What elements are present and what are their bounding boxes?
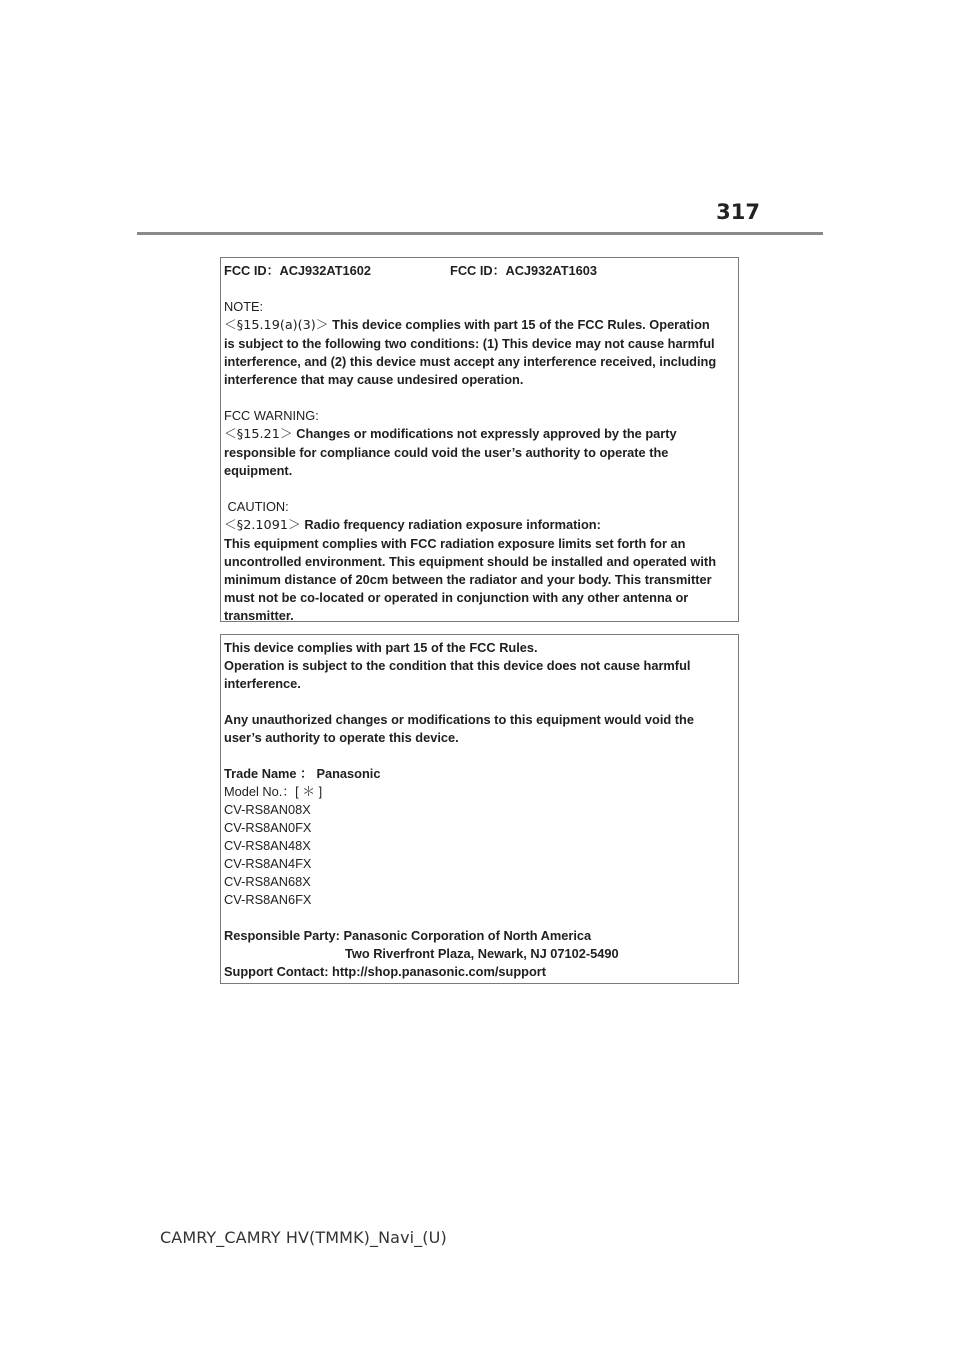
warning-ref: ＜§15.21＞ <box>224 427 293 442</box>
model-item: CV-RS8AN4FX <box>224 856 312 871</box>
fcc-id-row <box>224 262 738 280</box>
caution-ref: ＜§2.1091＞ <box>224 518 301 533</box>
model-number: Model No.：[ ＊ ] <box>224 784 323 799</box>
responsible-address: Two Riverfront Plaza, Newark, NJ 07102-5490 <box>345 946 619 961</box>
note-line-1 <box>224 316 738 335</box>
model-item: CV-RS8AN48X <box>224 838 311 853</box>
support-contact: Support Contact: http://shop.panasonic.com/support <box>224 964 547 979</box>
document-id-footer: CAMRY_CAMRY HV(TMMK)_Navi_(U) <box>160 1228 447 1247</box>
compliance-line-1: This device complies with part 15 of the FCC Rules. <box>224 640 538 655</box>
caution-text-1: Radio frequency radiation exposure information: <box>300 517 601 532</box>
warning-line-2: responsible for compliance could void the user’s authority to operate the <box>224 445 669 460</box>
compliance-line-3: interference. <box>224 676 301 691</box>
warning-heading: FCC WARNING: <box>224 408 319 423</box>
caution-line-2: This equipment complies with FCC radiation exposure limits set forth for an <box>224 536 686 551</box>
fcc-id-1: FCC ID：ACJ932AT1602 <box>224 263 371 278</box>
page-number: 317 <box>716 200 760 224</box>
warning-text-1: Changes or modifications not expressly approved by the party <box>292 426 677 441</box>
fcc-id-2: FCC ID：ACJ932AT1603 <box>450 263 597 278</box>
note-ref: ＜§15.19(a)(3)＞ <box>224 318 329 333</box>
note-line-3: interference, and (2) this device must accept any interference received, including <box>224 354 717 369</box>
header-rule <box>137 232 823 235</box>
model-item: CV-RS8AN6FX <box>224 892 312 907</box>
panasonic-notice-box <box>220 634 739 984</box>
unauthorized-line-1: Any unauthorized changes or modifications to this equipment would void the <box>224 712 694 727</box>
note-line-4: interference that may cause undesired operation. <box>224 372 524 387</box>
note-text-1: This device complies with part 15 of the FCC Rules. Operation <box>328 317 710 332</box>
model-item: CV-RS8AN0FX <box>224 820 312 835</box>
caution-line-1 <box>224 516 738 535</box>
model-item: CV-RS8AN68X <box>224 874 311 889</box>
caution-heading: CAUTION: <box>224 499 289 514</box>
note-heading: NOTE: <box>224 299 264 314</box>
warning-line-1 <box>224 425 738 444</box>
trade-name: Trade Name ： Panasonic <box>224 766 381 781</box>
caution-line-6: transmitter. <box>224 608 294 623</box>
caution-line-3: uncontrolled environment. This equipment should be installed and operated with <box>224 554 717 569</box>
caution-line-4: minimum distance of 20cm between the radiator and your body. This transmitter <box>224 572 712 587</box>
responsible-party: Responsible Party: Panasonic Corporation of North America <box>224 928 592 943</box>
note-line-2: is subject to the following two conditions: (1) This device may not cause harmful <box>224 336 715 351</box>
compliance-line-2: Operation is subject to the condition that this device does not cause harmful <box>224 658 691 673</box>
caution-line-5: must not be co-located or operated in conjunction with any other antenna or <box>224 590 689 605</box>
warning-line-3: equipment. <box>224 463 293 478</box>
unauthorized-line-2: user’s authority to operate this device. <box>224 730 459 745</box>
model-item: CV-RS8AN08X <box>224 802 311 817</box>
fcc-notice-box <box>220 257 739 622</box>
